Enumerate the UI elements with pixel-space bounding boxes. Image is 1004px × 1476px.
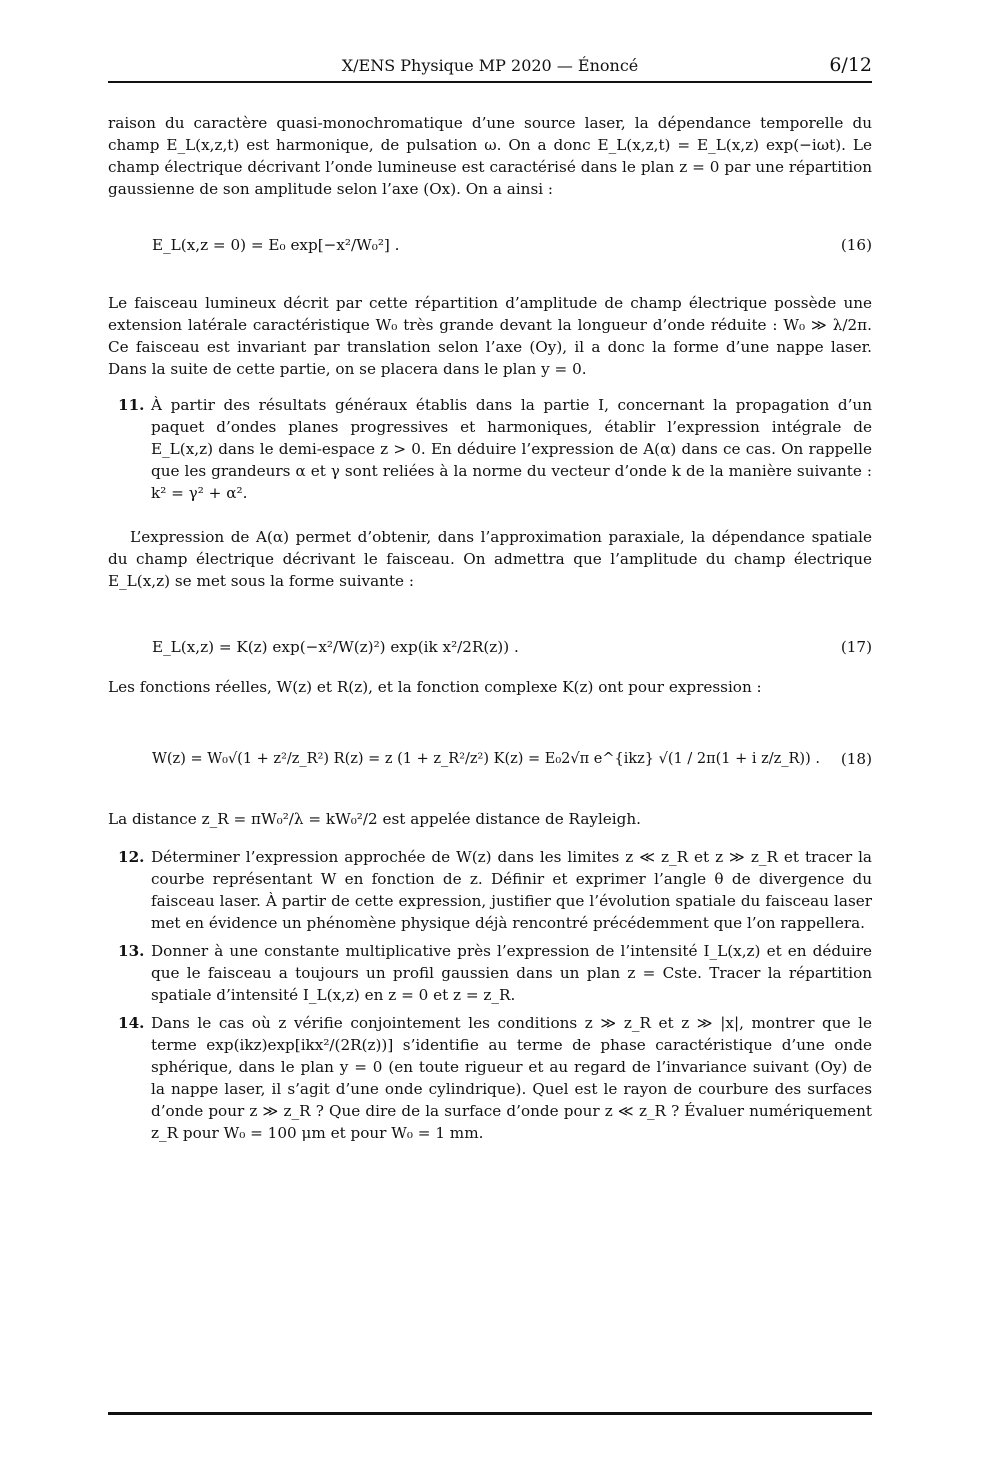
- equation-17-number: (17): [840, 638, 872, 656]
- equation-18-number: (18): [840, 750, 872, 768]
- header-title: X/ENS Physique MP 2020 — Énoncé: [341, 56, 639, 75]
- document-body: [108, 112, 872, 1144]
- equation-18: [108, 740, 872, 780]
- question-12-number: 12.: [118, 848, 145, 866]
- page-header: [108, 54, 872, 80]
- question-11-number: 11.: [118, 396, 145, 414]
- question-12-text: Déterminer l’expression approchée de W(z) dans les limites z ≪ z_R et z ≫ z_R et tracer la courbe représentant W en fonction de z. Définir et exprimer l’angle θ de divergence du faisceau laser. À partir de cette expression, justifier que l’évolution spatiale du faisceau laser met en évidence un phénomène physique déjà rencontré précédemment que l’on rappellera.: [151, 848, 872, 932]
- page-number: 6/12: [829, 54, 872, 76]
- footer-rule: [108, 1412, 872, 1415]
- paragraph-intro: raison du caractère quasi-monochromatique d’une source laser, la dépendance temporelle du champ E_L(x,z,t) est harmonique, de pulsation ω. On a donc E_L(x,z,t) = E_L(x,z) exp(−iωt). Le champ électrique décrivant l’onde lumineuse est caractérisé dans le plan z = 0 par une répartition gaussienne de son amplitude selon l’axe (Ox). On a ainsi :: [108, 114, 872, 198]
- question-14: [108, 1012, 872, 1144]
- question-12: [108, 846, 872, 934]
- paragraph-paraxial: L’expression de A(α) permet d’obtenir, dans l’approximation paraxiale, la dépendance spatiale du champ électrique décrivant le faisceau. On admettra que l’amplitude du champ électrique E_L(x,z) se met sous la forme suivante :: [108, 528, 872, 590]
- equation-16: [108, 226, 872, 266]
- paragraph-rayleigh: La distance z_R = πW₀²/λ = kW₀²/2 est appelée distance de Rayleigh.: [108, 810, 641, 828]
- equation-17-expression: E_L(x,z) = K(z) exp(−x²/W(z)²) exp(ik x²/2R(z)) .: [152, 638, 519, 656]
- header-rule: [108, 81, 872, 83]
- paragraph-beam-extent: Le faisceau lumineux décrit par cette répartition d’amplitude de champ électrique possède une extension latérale caractéristique W₀ très grande devant la longueur d’onde réduite : W₀ ≫ λ/2π. Ce faisceau est invariant par translation selon l’axe (Oy), il a donc la forme d’une nappe laser. Dans la suite de cette partie, on se placera dans le plan y = 0.: [108, 294, 872, 378]
- question-13-text: Donner à une constante multiplicative près l’expression de l’intensité I_L(x,z) et en déduire que le faisceau a toujours un profil gaussien dans un plan z = Cste. Tracer la répartition spatiale d’intensité I_L(x,z) en z = 0 et z = z_R.: [151, 942, 872, 1004]
- question-14-number: 14.: [118, 1014, 145, 1032]
- question-11-text: À partir des résultats généraux établis dans la partie I, concernant la propagation d’un paquet d’ondes planes progressives et harmoniques, établir l’expression intégrale de E_L(x,z) dans le demi-espace z > 0. En déduire l’expression de A(α) dans ce cas. On rappelle que les grandeurs α et γ sont reliées à la norme du vecteur d’onde k de la manière suivante : k² = γ² + α².: [151, 396, 872, 502]
- equation-16-number: (16): [840, 236, 872, 254]
- equation-16-expression: E_L(x,z = 0) = E₀ exp[−x²/W₀²] .: [152, 236, 400, 254]
- question-13-number: 13.: [118, 942, 145, 960]
- equation-18-expression: W(z) = W₀√(1 + z²/z_R²) R(z) = z (1 + z_R²/z²) K(z) = E₀2√π e^{ikz} √(1 / 2π(1 + i z/z_R)) .: [152, 751, 820, 767]
- question-13: [108, 940, 872, 1006]
- equation-17: [108, 628, 872, 668]
- question-11: [108, 394, 872, 504]
- paragraph-functions: Les fonctions réelles, W(z) et R(z), et la fonction complexe K(z) ont pour expression :: [108, 678, 762, 696]
- question-14-text: Dans le cas où z vérifie conjointement les conditions z ≫ z_R et z ≫ |x|, montrer que le terme exp(ikz)exp[ikx²/(2R(z))] s’identifie au terme de phase caractéristique d’une onde sphérique, dans le plan y = 0 (en toute rigueur et au regard de l’invariance suivant (Oy) de la nappe laser, il s’agit d’une onde cylindrique). Quel est le rayon de courbure des surfaces d’onde pour z ≫ z_R ? Que dire de la surface d’onde pour z ≪ z_R ? Évaluer numériquement z_R pour W₀ = 100 μm et pour W₀ = 1 mm.: [151, 1014, 872, 1142]
